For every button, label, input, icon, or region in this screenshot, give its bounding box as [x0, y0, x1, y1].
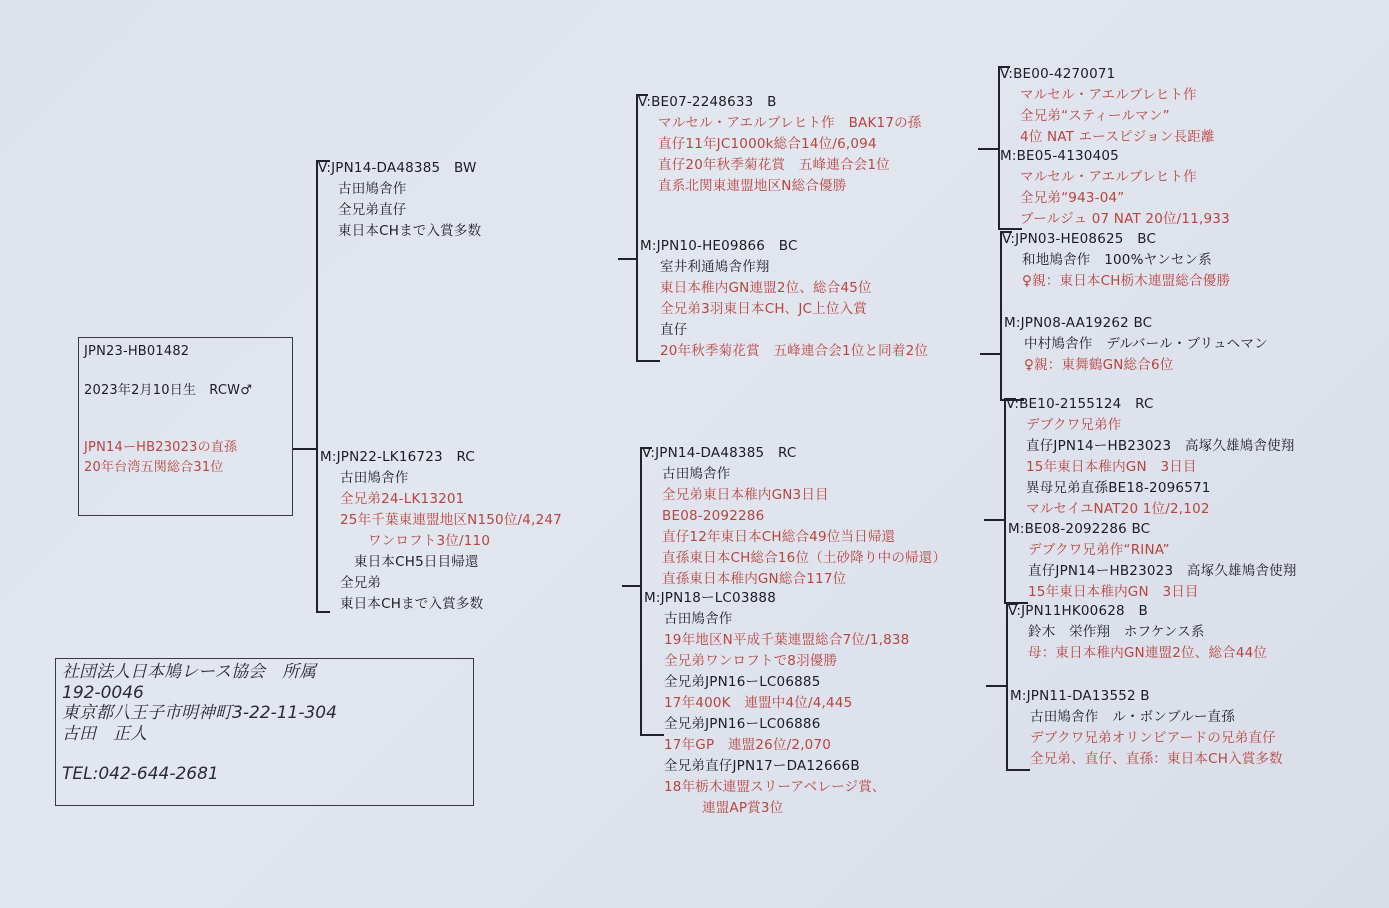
g1-line: マルセル・アエルブレヒト作	[1020, 87, 1197, 103]
g8-line: 古田鳩舎作 ル・ボンブルー直孫	[1030, 709, 1235, 725]
g3-line: 和地鳩舎作 100%ヤンセン系	[1022, 252, 1212, 268]
g3-ring: V:JPN03-HE08625 BC	[1002, 231, 1157, 247]
g8-line: 全兄弟、直仔、直孫：東日本CH入賞多数	[1030, 751, 1283, 767]
g6-line: 15年東日本稚内GN 3日目	[1028, 584, 1199, 600]
dam-block	[320, 447, 562, 615]
sire-dam-ring: M:JPN10-HE09866 BC	[640, 238, 798, 254]
g1-ring: V:BE00-4270071	[1000, 66, 1116, 82]
dam-dam-line: 全兄弟JPN16ーLC06885	[664, 674, 821, 690]
sire-dam-line: 全兄弟3羽東日本CH、JC上位入賞	[660, 301, 867, 317]
dam-sire-line: 全兄弟東日本稚内GN3日目	[662, 487, 829, 503]
sire-dam-line: 室井利通鳩舎作翔	[660, 259, 770, 275]
dam-ring: M:JPN22-LK16723 RC	[320, 449, 476, 465]
dam-dam-line: 17年400K 連盟中4位/4,445	[664, 695, 853, 711]
subject-ring: JPN23-HB01482	[84, 344, 190, 359]
subject-note-1: JPN14ーHB23023の直孫	[84, 440, 238, 455]
owner-address: 東京都八王子市明神町3-22-11-304	[62, 703, 337, 723]
owner-club: 社団法人日本鳩レース協会 所属	[62, 662, 317, 682]
dam-line: 東日本CHまで入賞多数	[340, 596, 484, 612]
dam-dam-line: 全兄弟JPN16ーLC06886	[664, 716, 821, 732]
g5-line: デブクワ兄弟作	[1026, 417, 1122, 433]
sire-sire-line: 直仔11年JC1000k総合14位/6,094	[658, 136, 877, 152]
bracket-line	[980, 353, 1002, 355]
g2-line: ブールジュ 07 NAT 20位/11,933	[1020, 211, 1230, 227]
owner-name: 古田 正人	[62, 723, 147, 744]
g2-line: 全兄弟“943-04”	[1020, 190, 1125, 206]
sire-sire-line: 直系北関東連盟地区N総合優勝	[658, 178, 847, 194]
sire-line: 全兄弟直仔	[338, 202, 407, 218]
dam-sire-block	[642, 443, 946, 590]
dam-dam-line: 19年地区N平成千葉連盟総合7位/1,838	[664, 632, 910, 648]
dam-line: 東日本CH5日目帰還	[354, 554, 479, 570]
g8-line: デブクワ兄弟オリンピアードの兄弟直仔	[1030, 730, 1276, 746]
dam-dam-block	[644, 588, 909, 819]
sire-sire-line: 直仔20年秋季菊花賞 五峰連合会1位	[658, 157, 890, 173]
g2-line: マルセル・アエルブレヒト作	[1020, 169, 1197, 185]
sire-dam-line: 東日本稚内GN連盟2位、総合45位	[660, 280, 872, 296]
dam-line: 全兄弟	[340, 575, 382, 591]
dam-dam-line: 古田鳩舎作	[664, 611, 733, 627]
subject-info	[84, 342, 252, 477]
bracket-line	[978, 148, 1000, 150]
g4-line: 中村鳩舎作 デルバール・ブリュヘマン	[1024, 336, 1268, 352]
g5-line: 直仔JPN14ーHB23023 高塚久雄鳩舎使翔	[1026, 438, 1295, 454]
bracket-line	[986, 685, 1008, 687]
dam-sire-line: 直仔12年東日本CH総合49位当日帰還	[662, 529, 896, 545]
bracket-line	[618, 258, 638, 260]
dam-dam-line: 全兄弟直仔JPN17ーDA12666B	[664, 758, 860, 774]
g3-line: ♀親：東日本CH栃木連盟総合優勝	[1022, 273, 1231, 289]
g3-block	[1002, 229, 1230, 292]
g5-line: マルセイユNAT20 1位/2,102	[1026, 501, 1210, 517]
sire-line: 古田鳩舎作	[338, 181, 407, 197]
sire-sire-ring: V:BE07-2248633 B	[638, 94, 777, 110]
g7-ring: V:JPN11HK00628 B	[1008, 603, 1148, 619]
dam-sire-line: 直孫東日本稚内GN総合117位	[662, 571, 847, 587]
subject-note-2: 20年台湾五関総合31位	[84, 459, 224, 475]
owner-postcode: 192-0046	[62, 682, 144, 703]
bracket-line	[622, 585, 642, 587]
g2-ring: M:BE05-4130405	[1000, 148, 1119, 164]
dam-line: 25年千葉東連盟地区N150位/4,247	[340, 512, 562, 528]
sire-dam-line: 直仔	[660, 322, 688, 338]
g6-block	[1008, 519, 1297, 603]
g6-line: デブクワ兄弟作“RINA”	[1028, 542, 1170, 558]
g7-line: 鈴木 栄作翔 ホフケンス系	[1028, 624, 1205, 640]
dam-sire-line: 直孫東日本CH総合16位（土砂降り中の帰還）	[662, 550, 947, 566]
g6-line: 直仔JPN14ーHB23023 高塚久雄鳩舎使翔	[1028, 563, 1297, 579]
owner-info	[62, 662, 337, 785]
g1-line: 4位 NAT エースピジョン長距離	[1020, 129, 1215, 145]
g7-line: 母：東日本稚内GN連盟2位、総合44位	[1028, 645, 1268, 661]
g1-block	[1000, 64, 1215, 148]
g5-block	[1006, 394, 1295, 520]
g4-block	[1004, 313, 1268, 376]
sire-dam-line: 20年秋季菊花賞 五峰連合会1位と同着2位	[660, 343, 929, 359]
owner-phone: TEL:042-644-2681	[62, 764, 219, 784]
g4-ring: M:JPN08-AA19262 BC	[1004, 315, 1153, 331]
bracket-line	[293, 448, 317, 450]
g2-block	[1000, 146, 1230, 230]
dam-line: 古田鳩舎作	[340, 470, 409, 486]
sire-dam-block	[640, 236, 928, 362]
dam-dam-line: 連盟AP賞3位	[702, 800, 784, 816]
dam-line: ワンロフト3位/110	[368, 533, 491, 549]
dam-dam-line: 全兄弟ワンロフトで8羽優勝	[664, 653, 838, 669]
g1-line: 全兄弟“スティールマン”	[1020, 108, 1170, 124]
sire-sire-line: マルセル・アエルブレヒト作 BAK17の孫	[658, 115, 922, 131]
dam-dam-ring: M:JPN18ーLC03888	[644, 590, 776, 606]
subject-birth: 2023年2月10日生 RCW♂	[84, 382, 253, 398]
dam-dam-line: 17年GP 連盟26位/2,070	[664, 737, 832, 753]
g8-ring: M:JPN11-DA13552 B	[1010, 688, 1150, 704]
g5-line: 異母兄弟直孫BE18-2096571	[1026, 480, 1211, 496]
g4-line: ♀親：東舞鶴GN総合6位	[1024, 357, 1174, 373]
sire-sire-block	[638, 92, 922, 197]
sire-line: 東日本CHまで入賞多数	[338, 223, 482, 239]
dam-sire-ring: V:JPN14-DA48385 RC	[642, 445, 797, 461]
g5-line: 15年東日本稚内GN 3日目	[1026, 459, 1197, 475]
dam-dam-line: 18年栃木連盟スリーアベレージ賞、	[664, 779, 886, 795]
g5-ring: V:BE10-2155124 RC	[1006, 396, 1154, 412]
dam-sire-line: 古田鳩舎作	[662, 466, 731, 482]
bracket-line	[984, 519, 1006, 521]
g8-block	[1010, 686, 1283, 770]
sire-block	[318, 158, 481, 242]
dam-sire-line: BE08-2092286	[662, 508, 765, 524]
sire-ring: V:JPN14-DA48385 BW	[318, 160, 477, 176]
g7-block	[1008, 601, 1267, 664]
g6-ring: M:BE08-2092286 BC	[1008, 521, 1151, 537]
dam-line: 全兄弟24-LK13201	[340, 491, 465, 507]
